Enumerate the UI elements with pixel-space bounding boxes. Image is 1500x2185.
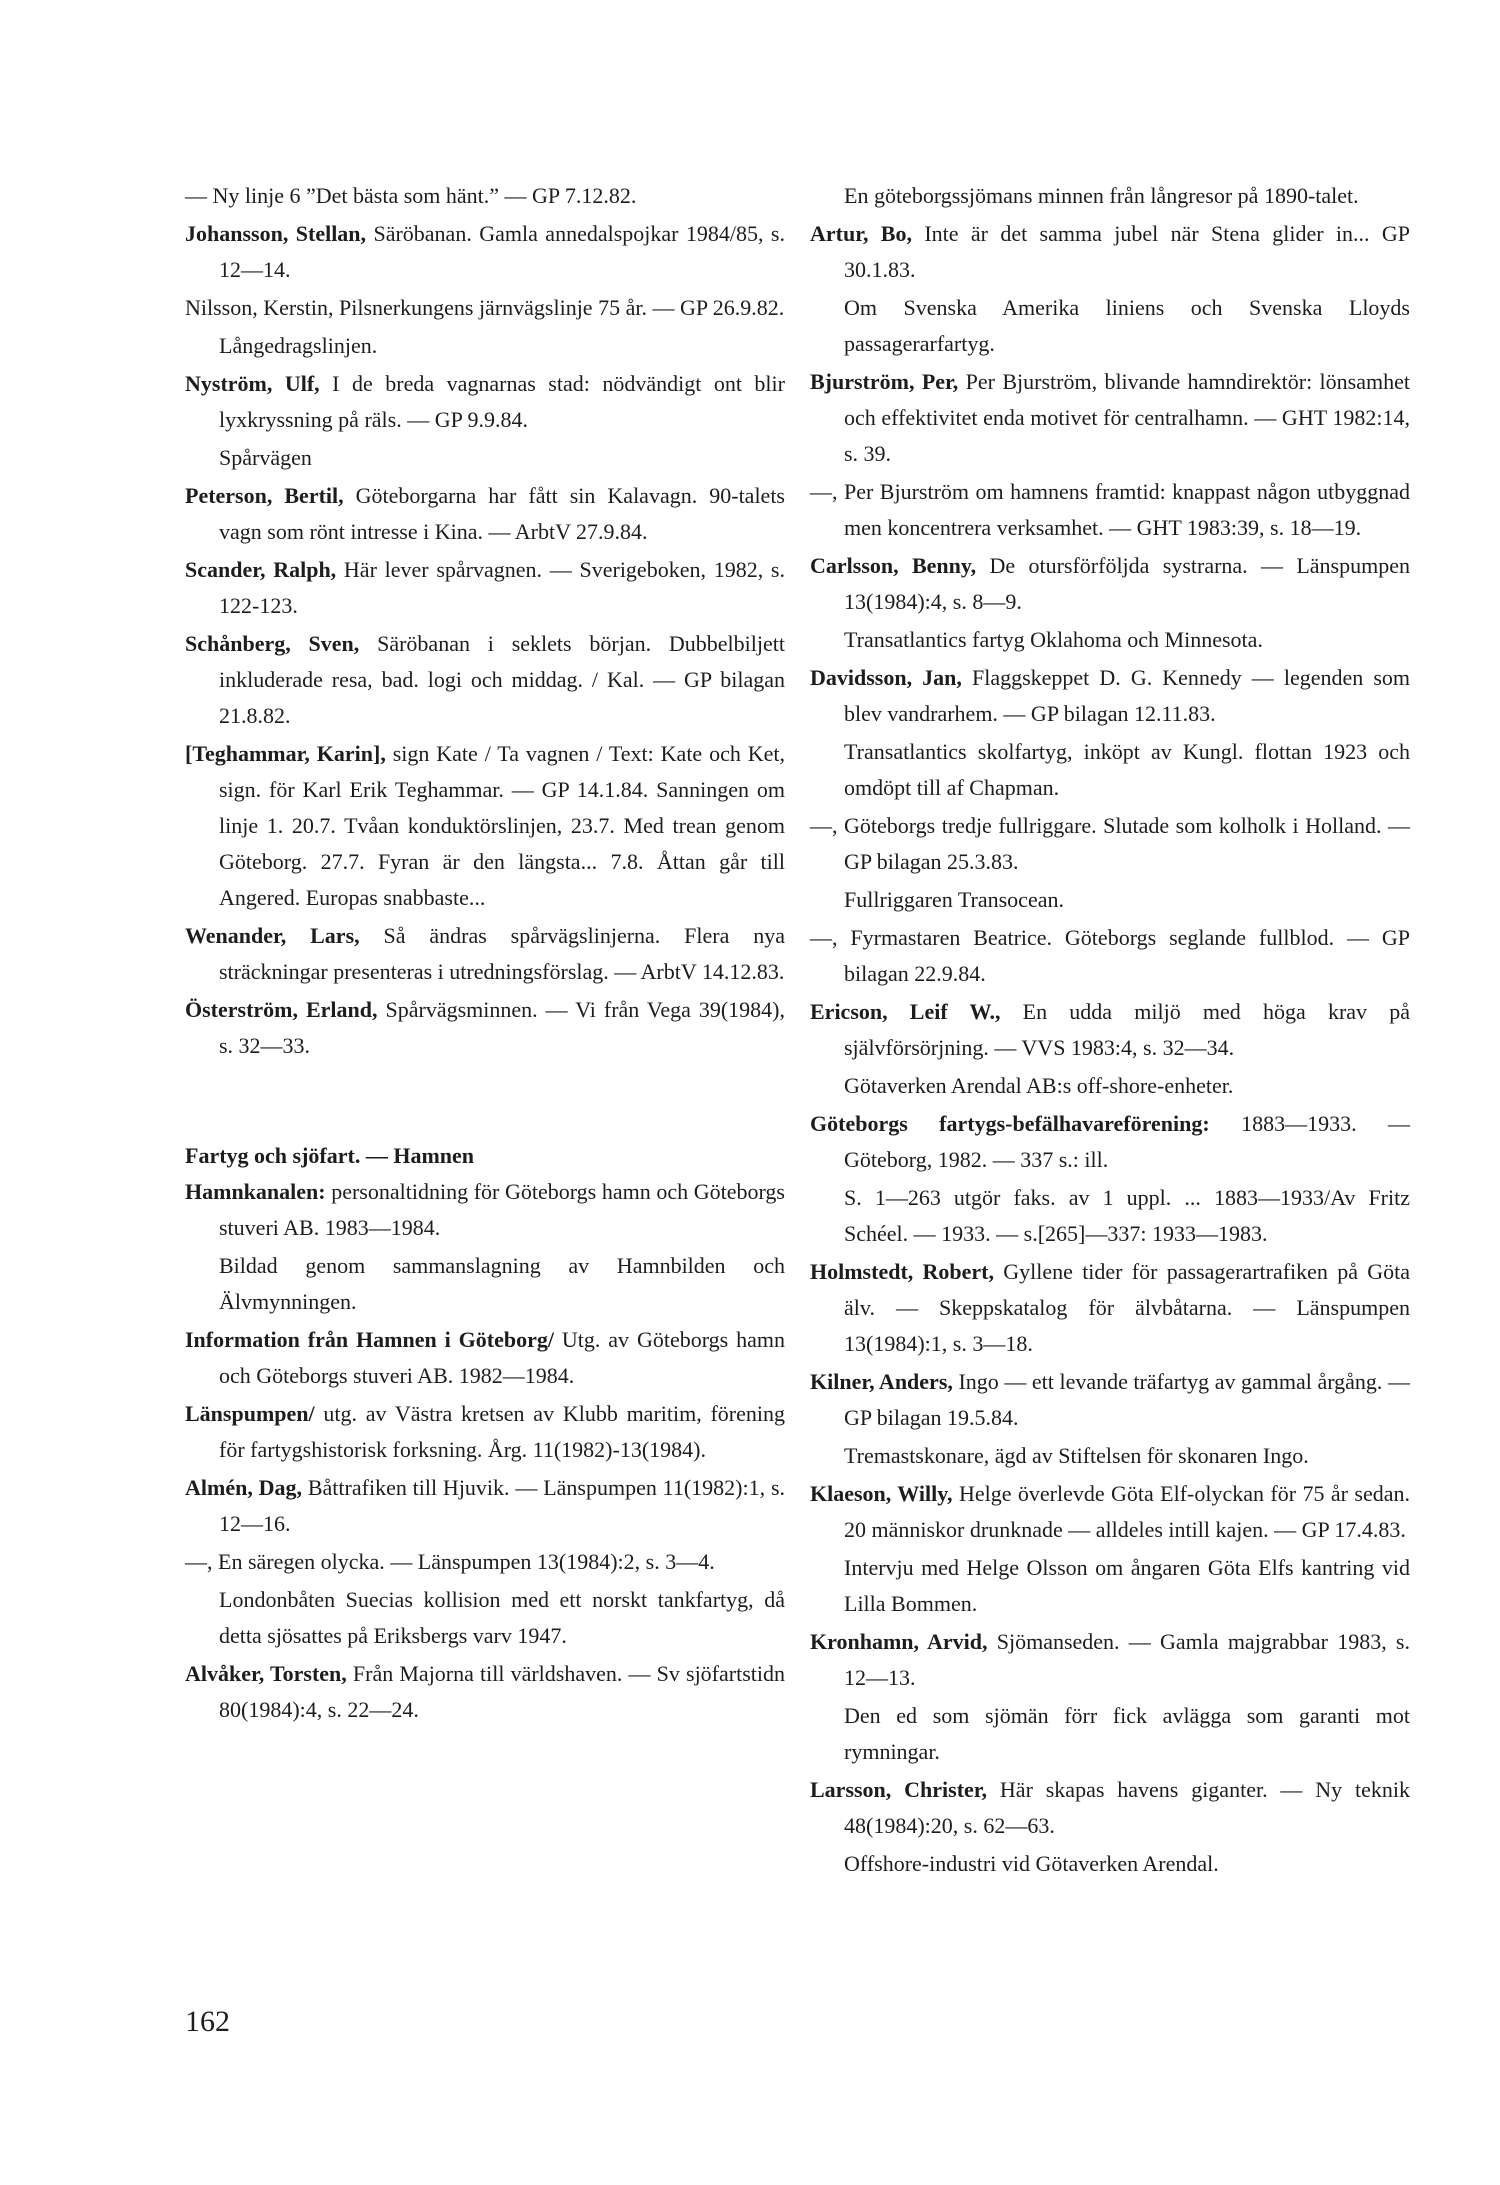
entry-note: Om Svenska Amerika liniens och Svenska Lloyds passagerarfartyg. — [844, 295, 1410, 356]
bibliography-entry — [810, 994, 1410, 1066]
entry-text: Sjömanseden. — Gamla majgrabbar 1983, s. 12—13. — [844, 1629, 1410, 1690]
bibliography-entry — [810, 1772, 1410, 1844]
entry-note: Den ed som sjömän förr fick avlägga som garanti mot rymningar. — [844, 1703, 1410, 1764]
entry-author: Kilner, Anders, — [810, 1369, 953, 1394]
bibliography-entry — [810, 474, 1410, 546]
bibliography-entry — [810, 1364, 1410, 1436]
entry-text: I de breda vagnarnas stad: nödvändigt ont blir lyxkryssning på räls. — GP 9.9.84. — [219, 371, 785, 432]
bibliography-entry — [185, 552, 785, 624]
bibliography-entry — [185, 1656, 785, 1728]
bibliography-entry — [185, 1470, 785, 1542]
entry-author: Ericson, Leif W., — [810, 999, 1001, 1024]
entry-note: En göteborgssjömans minnen från långresor på 1890-talet. — [844, 183, 1359, 208]
right-column — [810, 178, 1410, 1884]
entry-author: Larsson, Christer, — [810, 1777, 988, 1802]
entry-text: Nilsson, Kerstin, Pilsnerkungens järnvägslinje 75 år. — GP 26.9.82. — [185, 295, 785, 320]
entry-text: sign Kate / Ta vagnen / Text: Kate och Ket, sign. för Karl Erik Teghammar. — GP 14.1.84. Sanningen om linje 1. 20.7. Tvåan konduktörslinjen, 23.7. Med trean genom Göteborg. 27.7. Fyran är den längsta... 7.8. Åttan går till Angered. Europas snabbaste... — [219, 741, 785, 910]
entry-text: De otursförföljda systrarna. — Länspumpen 13(1984):4, s. 8—9. — [844, 553, 1410, 614]
entry-note: Långedragslinjen. — [219, 333, 378, 358]
entry-author: Artur, Bo, — [810, 221, 912, 246]
bibliography-entry — [810, 1624, 1410, 1696]
bibliography-entry — [185, 736, 785, 916]
bibliography-entry — [810, 548, 1410, 620]
bibliography-entry — [810, 1476, 1410, 1548]
entry-author: Bjurström, Per, — [810, 369, 959, 394]
entry-author: Schånberg, Sven, — [185, 631, 360, 656]
entry-author: Kronhamn, Arvid, — [810, 1629, 988, 1654]
entry-text: —, Göteborgs tredje fullriggare. Slutade som kolholk i Holland. — GP bilagan 25.3.83. — [810, 813, 1410, 874]
entry-text: —, Fyrmastaren Beatrice. Göteborgs seglande fullblod. — GP bilagan 22.9.84. — [810, 925, 1410, 986]
entry-text: Här skapas havens giganter. — Ny teknik 48(1984):20, s. 62—63. — [844, 1777, 1411, 1838]
entry-text: Inte är det samma jubel när Stena glider in... GP 30.1.83. — [844, 221, 1410, 282]
entry-note: Londonbåten Suecias kollision med ett norskt tankfartyg, då detta sjösattes på Eriksbergs varv 1947. — [219, 1587, 785, 1648]
entry-note: Transatlantics skolfartyg, inköpt av Kungl. flottan 1923 och omdöpt till af Chapman. — [844, 739, 1410, 800]
bibliography-entry — [185, 1174, 785, 1246]
page-number: 162 — [185, 2005, 230, 2038]
entry-author: Information från Hamnen i Göteborg/ — [185, 1327, 554, 1352]
entry-text: Gyllene tider för passagerartrafiken på Göta älv. — Skeppskatalog för älvbåtarna. — Länspumpen 13(1984):1, s. 3—18. — [844, 1259, 1410, 1356]
bibliography-entry — [185, 1322, 785, 1394]
entry-text: —, Per Bjurström om hamnens framtid: knappast någon utbyggnad men koncentrera verksamhet. — GHT 1983:39, s. 18—19. — [810, 479, 1410, 540]
entry-note: Bildad genom sammanslagning av Hamnbilden och Älvmynningen. — [219, 1253, 785, 1314]
entry-text: Så ändras spårvägslinjerna. Flera nya sträckningar presenteras i utredningsförslag. — ArbtV 14.12.83. — [219, 923, 785, 984]
left-entries-top — [185, 178, 785, 1064]
entry-note: S. 1—263 utgör faks. av 1 uppl. ... 1883—1933/Av Fritz Schéel. — 1933. — s.[265]—337: 1933—1983. — [844, 1185, 1410, 1246]
entry-text: En udda miljö med höga krav på självförsörjning. — VVS 1983:4, s. 32—34. — [844, 999, 1410, 1060]
entry-text: Från Majorna till världshaven. — Sv sjöfartstidn 80(1984):4, s. 22—24. — [219, 1661, 785, 1722]
left-column — [185, 178, 785, 1730]
entry-text: Ingo — ett levande träfartyg av gammal årgång. — GP bilagan 19.5.84. — [844, 1369, 1410, 1430]
entry-author: Almén, Dag, — [185, 1475, 303, 1500]
entry-text: Här lever spårvagnen. — Sverigeboken, 1982, s. 122-123. — [219, 557, 785, 618]
entry-note: Transatlantics fartyg Oklahoma och Minnesota. — [844, 627, 1263, 652]
entry-author: Hamnkanalen: — [185, 1179, 326, 1204]
entry-author: Länspumpen/ — [185, 1401, 315, 1426]
entry-text: personaltidning för Göteborgs hamn och Göteborgs stuveri AB. 1983—1984. — [219, 1179, 785, 1240]
entry-text: utg. av Västra kretsen av Klubb maritim, förening för fartygshistorisk forksning. Årg. 11(1982)-13(1984). — [219, 1401, 785, 1462]
bibliography-entry — [810, 808, 1410, 880]
bibliography-entry — [810, 1106, 1410, 1178]
entry-note: Offshore-industri vid Götaverken Arendal. — [844, 1851, 1219, 1876]
bibliography-entry — [185, 1396, 785, 1468]
left-entries-bottom — [185, 1174, 785, 1728]
entry-author: Nyström, Ulf, — [185, 371, 320, 396]
entry-author: Österström, Erland, — [185, 997, 378, 1022]
bibliography-entry — [810, 1254, 1410, 1362]
entry-author: Johansson, Stellan, — [185, 221, 367, 246]
entry-text: Flaggskeppet D. G. Kennedy — legenden som blev vandrarhem. — GP bilagan 12.11.83. — [844, 665, 1410, 726]
entry-text: 1883—1933. — Göteborg, 1982. — 337 s.: ill. — [844, 1111, 1411, 1172]
bibliography-entry — [810, 364, 1410, 472]
entry-author: Scander, Ralph, — [185, 557, 337, 582]
entry-note: Fullriggaren Transocean. — [844, 887, 1064, 912]
bibliography-entry — [185, 918, 785, 990]
entry-author: Alvåker, Torsten, — [185, 1661, 347, 1686]
bibliography-entry — [185, 992, 785, 1064]
entry-author: Holmstedt, Robert, — [810, 1259, 995, 1284]
bibliography-entry — [185, 366, 785, 438]
bibliography-entry — [185, 478, 785, 550]
entry-author: [Teghammar, Karin], — [185, 741, 386, 766]
entry-author: Davidsson, Jan, — [810, 665, 962, 690]
bibliography-entry — [810, 660, 1410, 732]
entry-author: Klaeson, Willy, — [810, 1481, 953, 1506]
entry-text: — Ny linje 6 ”Det bästa som hänt.” — GP 7.12.82. — [185, 183, 637, 208]
bibliography-entry — [185, 626, 785, 734]
bibliography-entry — [185, 178, 785, 214]
entry-note: Intervju med Helge Olsson om ångaren Göta Elfs kantring vid Lilla Bommen. — [844, 1555, 1410, 1616]
entry-text: Utg. av Göteborgs hamn och Göteborgs stuveri AB. 1982—1984. — [219, 1327, 785, 1388]
section-gap — [185, 1066, 785, 1138]
entry-text: —, En säregen olycka. — Länspumpen 13(1984):2, s. 3—4. — [185, 1549, 715, 1574]
entry-author: Carlsson, Benny, — [810, 553, 977, 578]
entry-note: Spårvägen — [219, 445, 312, 470]
bibliography-entry — [185, 290, 785, 326]
bibliography-entry — [185, 1544, 785, 1580]
entry-text: Helge överlevde Göta Elf-olyckan för 75 år sedan. 20 människor drunknade — alldeles intill kajen. — GP 17.4.83. — [844, 1481, 1410, 1542]
bibliography-entry — [185, 216, 785, 288]
section-heading: Fartyg och sjöfart. — Hamnen — [185, 1143, 475, 1168]
entry-text: Båttrafiken till Hjuvik. — Länspumpen 11(1982):1, s. 12—16. — [219, 1475, 785, 1536]
bibliography-entry — [810, 216, 1410, 288]
entry-author: Peterson, Bertil, — [185, 483, 344, 508]
entry-text: Spårvägsminnen. — Vi från Vega 39(1984), s. 32—33. — [219, 997, 785, 1058]
entry-note: Tremastskonare, ägd av Stiftelsen för skonaren Ingo. — [844, 1443, 1309, 1468]
bibliography-entry — [810, 920, 1410, 992]
entry-note: Götaverken Arendal AB:s off-shore-enheter. — [844, 1073, 1234, 1098]
entry-text: Säröbanan. Gamla annedalspojkar 1984/85, s. 12—14. — [219, 221, 785, 282]
entry-author: Wenander, Lars, — [185, 923, 360, 948]
right-entries — [810, 178, 1410, 1882]
entry-text: Per Bjurström, blivande hamndirektör: lönsamhet och effektivitet enda motivet för centralhamn. — GHT 1982:14, s. 39. — [844, 369, 1410, 466]
entry-text: Säröbanan i seklets början. Dubbelbiljett inkluderade resa, bad. logi och middag. / Kal. — GP bilagan 21.8.82. — [219, 631, 785, 728]
entry-author: Göteborgs fartygs-befälhavareförening: — [810, 1111, 1210, 1136]
entry-text: Göteborgarna har fått sin Kalavagn. 90-talets vagn som rönt intresse i Kina. — ArbtV 27.9.84. — [219, 483, 785, 544]
